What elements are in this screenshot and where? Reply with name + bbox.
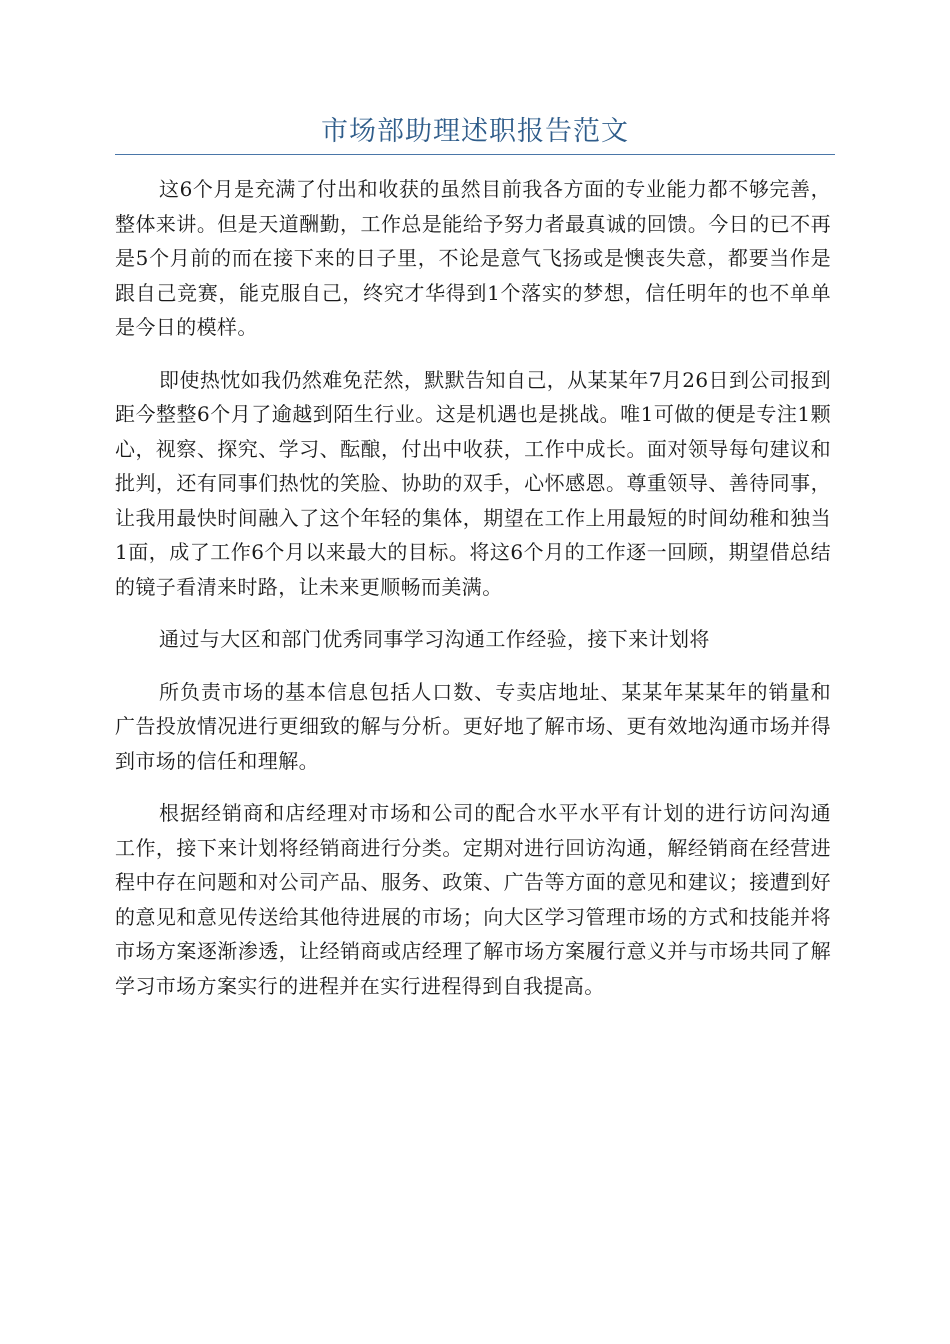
paragraph-4: 所负责市场的基本信息包括人口数、专卖店地址、某某年某某年的销量和广告投放情况进行更细致的解与分析。更好地了解市场、更有效地沟通市场并得到市场的信任和理解。 — [115, 679, 831, 773]
page-title: 市场部助理述职报告范文 — [321, 116, 629, 147]
document-body — [115, 172, 831, 1021]
title-underline — [115, 154, 835, 155]
paragraph-1: 这6个月是充满了付出和收获的虽然目前我各方面的专业能力都不够完善，整体来讲。但是天道酬勤，工作总是能给予努力者最真诚的回馈。今日的已不再是5个月前的而在接下来的日子里，不论是意气飞扬或是懊丧失意，都要当作是跟自己竞赛，能克服自己，终究才华得到1个落实的梦想，信任明年的也不单单是今日的模样。 — [115, 177, 831, 339]
paragraph-3: 通过与大区和部门优秀同事学习沟通工作经验，接下来计划将 — [159, 627, 710, 651]
paragraph-5: 根据经销商和店经理对市场和公司的配合水平水平有计划的进行访问沟通工作，接下来计划将经销商进行分类。定期对进行回访沟通，解经销商在经营进程中存在问题和对公司产品、服务、政策、广告等方面的意见和建议；接遭到好的意见和意见传送给其他待进展的市场；向大区学习管理市场的方式和技能并将市场方案逐渐渗透，让经销商或店经理了解市场方案履行意义并与市场共同了解学习市场方案实行的进程并在实行进程得到自我提高。 — [115, 801, 831, 998]
paragraph-2: 即使热忱如我仍然难免茫然，默默告知自己，从某某年7月26日到公司报到距今整整6个月了逾越到陌生行业。这是机遇也是挑战。唯1可做的便是专注1颗心，视察、探究、学习、酝酿，付出中收获，工作中成长。面对领导每句建议和批判，还有同事们热忱的笑脸、协助的双手，心怀感恩。尊重领导、善待同事，让我用最快时间融入了这个年轻的集体，期望在工作上用最短的时间幼稚和独当1面，成了工作6个月以来最大的目标。将这6个月的工作逐一回顾，期望借总结的镜子看清来时路，让未来更顺畅而美满。 — [115, 367, 831, 599]
